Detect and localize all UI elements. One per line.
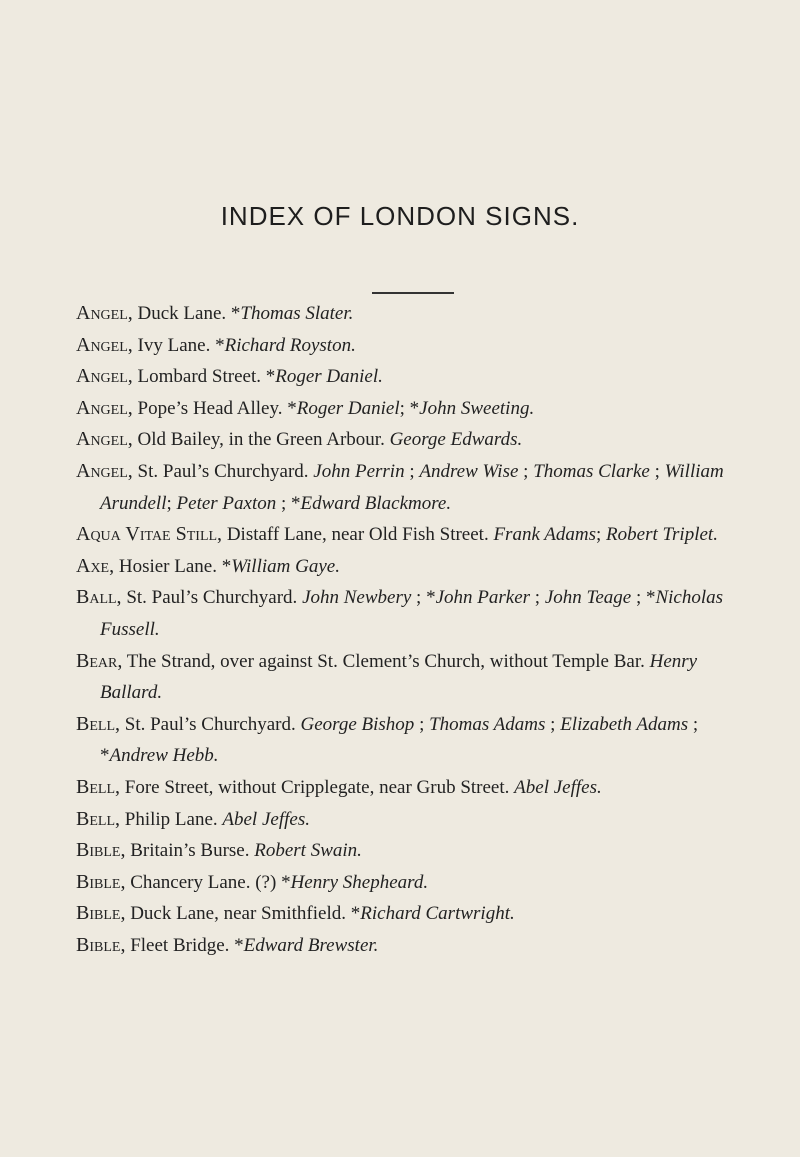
- printer-name: William Gaye.: [231, 555, 340, 577]
- printer-name: George Bishop: [300, 713, 415, 735]
- index-entry: [76, 867, 756, 899]
- title-rule: [372, 292, 454, 294]
- name-separator: ;: [399, 397, 410, 419]
- sign-location: Duck Lane.: [132, 303, 231, 324]
- index-entry: [76, 582, 756, 645]
- index-entry: [76, 361, 756, 393]
- sign-name: Bible,: [76, 902, 126, 925]
- sign-name: Bell,: [76, 807, 120, 830]
- asterisk-mark: *: [409, 397, 420, 419]
- printer-name: Abel Jeffes.: [222, 808, 310, 830]
- index-entry: [76, 835, 756, 867]
- asterisk-mark: *: [281, 871, 291, 893]
- sign-name: Bible,: [76, 933, 126, 956]
- printer-name: John Parker: [435, 587, 531, 609]
- printer-name: John Teage: [544, 587, 632, 609]
- index-entry: [76, 456, 756, 519]
- sign-location: Lombard Street.: [132, 366, 266, 388]
- name-separator: ;: [411, 587, 427, 609]
- sign-name: Axe,: [76, 554, 115, 577]
- entries-list: [76, 298, 756, 961]
- asterisk-mark: *: [100, 745, 110, 767]
- printer-name: Thomas Adams: [429, 713, 546, 735]
- name-separator: ;: [688, 713, 699, 735]
- printer-name: Nicholas Fussell.: [100, 587, 724, 640]
- sign-location: Fore Street, without Cripplegate, near Grub Street.: [120, 776, 515, 798]
- printer-name: Edward Blackmore.: [300, 492, 452, 514]
- sign-name: Bell,: [76, 712, 120, 735]
- name-separator: ;: [649, 460, 665, 482]
- index-entry: [76, 646, 756, 709]
- asterisk-mark: *: [645, 587, 656, 609]
- sign-name: Ball,: [76, 586, 122, 609]
- name-separator: ;: [545, 713, 561, 735]
- sign-location: The Strand, over against St. Clement’s Church, without Temple Bar.: [122, 650, 650, 672]
- sign-name: Aqua Vitae Still,: [76, 523, 223, 546]
- name-separator: ;: [404, 460, 420, 482]
- asterisk-mark: *: [234, 934, 244, 956]
- sign-name: Bible,: [76, 839, 126, 862]
- index-entry: [76, 551, 756, 583]
- sign-name: Bible,: [76, 870, 126, 893]
- sign-name: Angel,: [76, 365, 133, 388]
- name-separator: ;: [596, 524, 607, 546]
- printer-name: Richard Royston.: [224, 334, 356, 356]
- sign-location: Fleet Bridge.: [125, 934, 235, 956]
- index-entry: [76, 298, 756, 330]
- printer-name: Henry Shepheard.: [290, 871, 429, 893]
- printer-name: Robert Triplet.: [606, 524, 718, 546]
- sign-name: Bear,: [76, 649, 123, 672]
- asterisk-mark: *: [426, 587, 436, 609]
- printer-name: William Arundell: [100, 460, 724, 514]
- sign-name: Bell,: [76, 775, 120, 798]
- sign-location: St. Paul’s Churchyard.: [120, 713, 301, 735]
- printer-name: Roger Daniel: [296, 397, 400, 419]
- name-separator: ;: [530, 587, 545, 609]
- sign-location: Philip Lane.: [120, 808, 223, 830]
- index-entry: [76, 804, 756, 836]
- printer-name: Edward Brewster.: [243, 934, 379, 956]
- sign-location: Duck Lane, near Smithfield.: [125, 903, 351, 925]
- index-entry: [76, 330, 756, 362]
- index-entry: [76, 898, 756, 930]
- printer-name: Thomas Clarke: [533, 460, 650, 482]
- index-entry: [76, 709, 756, 772]
- index-entry: [76, 519, 756, 551]
- index-entry: [76, 424, 756, 456]
- sign-location: Hosier Lane.: [114, 555, 222, 577]
- sign-name: Angel,: [76, 333, 133, 356]
- printer-name: George Edwards.: [389, 429, 523, 451]
- printer-name: Richard Cartwright.: [360, 903, 515, 925]
- sign-location: Old Bailey, in the Green Arbour.: [132, 429, 390, 451]
- name-separator: ;: [631, 587, 646, 609]
- printer-name: Elizabeth Adams: [560, 713, 689, 735]
- asterisk-mark: *: [350, 903, 361, 925]
- sign-location: Ivy Lane.: [132, 334, 216, 356]
- printer-name: Roger Daniel.: [275, 366, 383, 388]
- printer-name: Andrew Wise: [419, 460, 519, 482]
- sign-location: Pope’s Head Alley.: [132, 397, 288, 419]
- printer-name: John Perrin: [313, 460, 405, 482]
- sign-name: Angel,: [76, 396, 133, 419]
- name-separator: ;: [518, 460, 534, 482]
- name-separator: ;: [276, 492, 292, 514]
- sign-name: Angel,: [76, 459, 133, 482]
- sign-location: Chancery Lane. (?): [125, 871, 282, 893]
- page-title: INDEX OF LONDON SIGNS.: [220, 201, 580, 231]
- sign-name: Angel,: [76, 428, 133, 451]
- sign-location: Britain’s Burse.: [125, 840, 255, 862]
- printer-name: Abel Jeffes.: [514, 776, 602, 798]
- index-entry: [76, 393, 756, 425]
- sign-location: St. Paul’s Churchyard.: [132, 460, 314, 482]
- printer-name: Andrew Hebb.: [109, 745, 219, 767]
- printer-name: John Newbery: [302, 587, 412, 609]
- printer-name: Henry Ballard.: [100, 650, 698, 704]
- index-entry: [76, 930, 756, 962]
- printer-name: Robert Swain.: [254, 840, 362, 862]
- asterisk-mark: *: [221, 555, 232, 577]
- name-separator: ;: [166, 492, 177, 514]
- asterisk-mark: *: [230, 303, 241, 324]
- asterisk-mark: *: [287, 397, 297, 419]
- printer-name: Thomas Slater.: [240, 303, 354, 324]
- printer-name: John Sweeting.: [419, 397, 535, 419]
- printer-name: Frank Adams: [493, 524, 597, 546]
- sign-location: Distaff Lane, near Old Fish Street.: [222, 524, 494, 546]
- index-entry: [76, 772, 756, 804]
- name-separator: ;: [414, 713, 430, 735]
- printer-name: Peter Paxton: [176, 492, 277, 514]
- asterisk-mark: *: [265, 366, 276, 388]
- sign-location: St. Paul’s Churchyard.: [121, 587, 303, 609]
- asterisk-mark: *: [215, 334, 225, 356]
- asterisk-mark: *: [291, 492, 301, 514]
- sign-name: Angel,: [76, 302, 133, 324]
